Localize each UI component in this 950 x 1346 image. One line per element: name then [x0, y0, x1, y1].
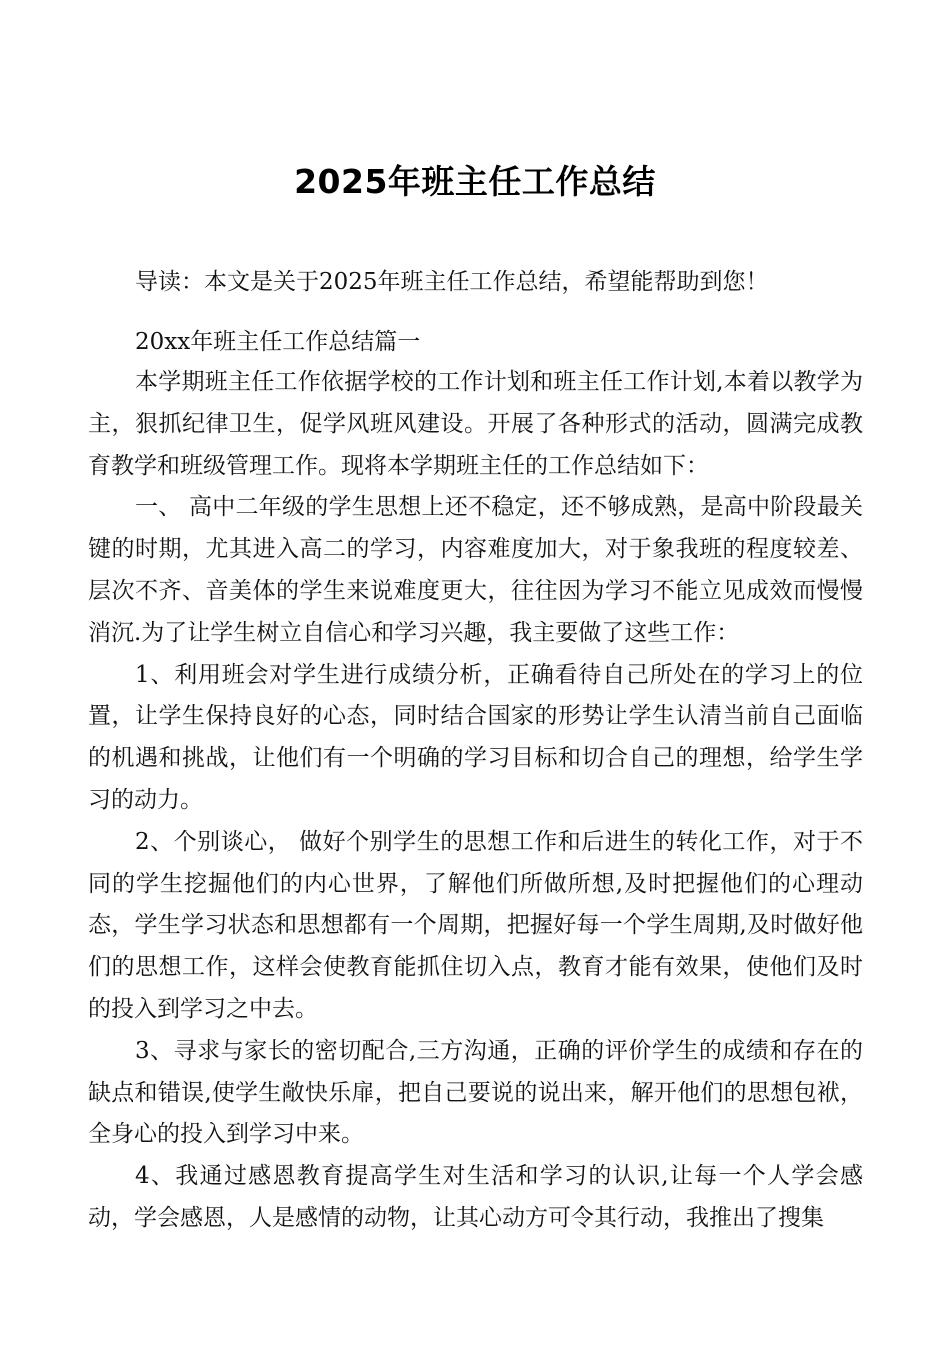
paragraph-item-2: 2、个别谈心， 做好个别学生的思想工作和后进生的转化工作，对于不同的学生挖掘他们的内心世界，了解他们所做所想,及时把握他们的心理动态，学生学习状态和思想都有一个周期，把握好每一个学生周期,及时做好他们的思想工作，这样会使教育能抓住切入点，教育才能有效果，使他们及时的投入到学习之中去。 — [88, 828, 863, 1022]
paragraph-overview: 本学期班主任工作依据学校的工作计划和班主任工作计划,本着以教学为主，狠抓纪律卫生，促学风班风建设。开展了各种形式的活动，圆满完成教育教学和班级管理工作。现将本学期班主任的工作总结如下： — [88, 369, 863, 479]
body-paragraphs — [88, 362, 863, 1240]
section-heading: 20xx年班主任工作总结篇一 — [135, 329, 421, 355]
paragraph-item-3: 3、寻求与家长的密切配合,三方沟通，正确的评价学生的成绩和存在的缺点和错误,使学生敞快乐扉，把自己要说的说出来，解开他们的思想包袱，全身心的投入到学习中来。 — [88, 1037, 863, 1148]
intro-paragraph: 导读：本文是关于2025年班主任工作总结，希望能帮助到您！ — [135, 269, 769, 295]
paragraph-item-4: 4、我通过感恩教育提高学生对生活和学习的认识,让每一个人学会感动，学会感恩，人是感情的动物，让其心动方可令其行动，我推出了搜集 — [88, 1163, 863, 1231]
document-title: 2025年班主任工作总结 — [294, 162, 656, 201]
paragraph-item-1: 1、利用班会对学生进行成绩分析，正确看待自己所处在的学习上的位置，让学生保持良好的心态，同时结合国家的形势让学生认清当前自己面临的机遇和挑战，让他们有一个明确的学习目标和切合自己的理想，给学生学习的动力。 — [88, 661, 863, 813]
paragraph-point-one: 一、 高中二年级的学生思想上还不稳定，还不够成熟，是高中阶段最关键的时期，尤其进入高二的学习，内容难度加大，对于象我班的程度较差、层次不齐、音美体的学生来说难度更大，往往因为学习不能立见成效而慢慢消沉.为了让学生树立自信心和学习兴趣，我主要做了这些工作： — [88, 494, 863, 646]
